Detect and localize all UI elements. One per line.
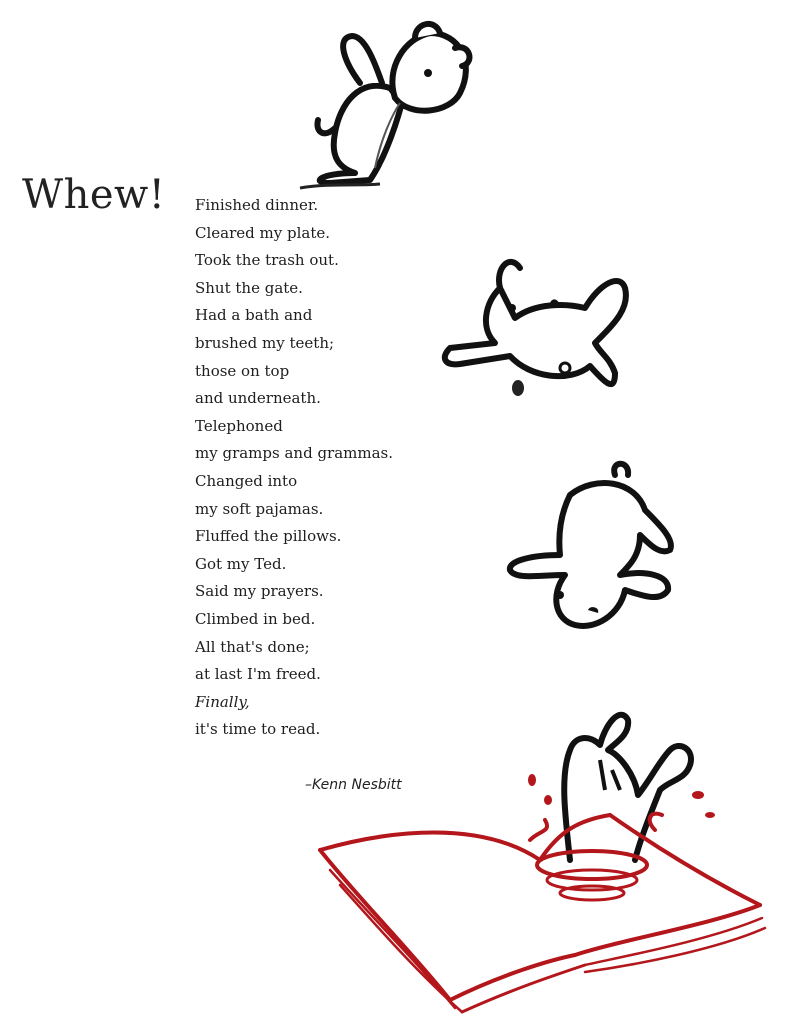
poem-line: Fluffed the pillows. — [195, 527, 342, 546]
poem-line: Said my prayers. — [195, 582, 324, 601]
open-book — [300, 760, 770, 1015]
poem-line: Took the trash out. — [195, 251, 339, 270]
poem-line: Had a bath and — [195, 306, 313, 325]
teddy-bear-falling-2 — [440, 248, 640, 408]
poem-title: Whew! — [22, 172, 166, 218]
poem-line: Changed into — [195, 471, 298, 490]
poem-line: my soft pajamas. — [195, 499, 324, 518]
poem-line: it's time to read. — [195, 720, 321, 739]
poem-line: Climbed in bed. — [195, 609, 316, 628]
poem-line: All that's done; — [195, 637, 310, 656]
teddy-bear-falling-1 — [290, 8, 490, 193]
poem-body — [195, 192, 393, 744]
poem-byline: –Kenn Nesbitt — [305, 777, 402, 793]
poem-line: Finally, — [195, 692, 250, 711]
poem-line: and underneath. — [195, 389, 321, 408]
poem-line: Telephoned — [195, 416, 283, 435]
poem-line: Cleared my plate. — [195, 223, 330, 242]
poem-line: those on top — [195, 361, 290, 380]
poem-line: Got my Ted. — [195, 554, 287, 573]
poem-line: Finished dinner. — [195, 196, 319, 214]
teddy-bear-falling-3 — [500, 455, 690, 640]
poem-line: at last I'm freed. — [195, 665, 321, 684]
poem-line: Shut the gate. — [195, 278, 303, 297]
poem-line: brushed my teeth; — [195, 333, 335, 352]
poem-line: my gramps and grammas. — [195, 444, 394, 463]
